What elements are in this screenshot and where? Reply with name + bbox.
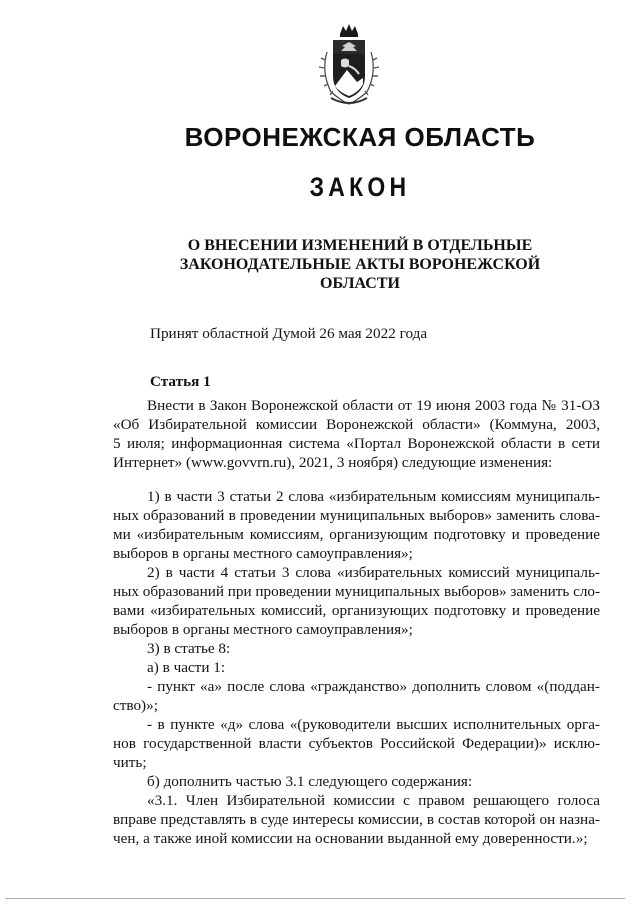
- law-title: [160, 236, 560, 293]
- paragraph-line: ных образований при проведении муниципальных выборов» заменить сло-: [113, 583, 600, 600]
- paragraph-line: ных образований в проведении муниципальных выборов» заменить слова-: [113, 507, 600, 524]
- paragraph-line: - пункт «а» после слова «гражданство» дополнить словом «(поддан-: [147, 678, 600, 695]
- paragraph-line: - в пункте «д» слова «(руководители высших исполнительных орга-: [147, 716, 600, 733]
- article-heading: Статья 1: [150, 373, 211, 390]
- paragraph-line: 1) в части 3 статьи 2 слова «избирательным комиссиям муниципаль-: [147, 488, 600, 505]
- paragraph-line: «3.1. Член Избирательной комиссии с правом решающего голоса: [147, 792, 600, 809]
- paragraph-line: вами «избирательных комиссий, организующих подготовку и проведение: [113, 602, 600, 619]
- paragraph-line: а) в части 1:: [147, 659, 226, 676]
- adoption-date: Принят областной Думой 26 мая 2022 года: [150, 325, 428, 342]
- paragraph-line: 2) в части 4 статьи 3 слова «избирательных комиссий муниципаль-: [147, 564, 600, 581]
- scan-edge-line: [5, 898, 625, 899]
- law-title-line: О ВНЕСЕНИИ ИЗМЕНЕНИЙ В ОТДЕЛЬНЫЕ: [187, 237, 533, 254]
- paragraph-line: ство)»;: [113, 697, 158, 714]
- paragraph-line: выборов в органы местного самоуправления»;: [113, 545, 413, 562]
- paragraph-line: чен, а также иной комиссии на основании выданной ему доверенности.»;: [113, 830, 588, 847]
- paragraph-line: чить;: [113, 754, 147, 771]
- law-title-line: ЗАКОНОДАТЕЛЬНЫЕ АКТЫ ВОРОНЕЖСКОЙ: [179, 256, 541, 273]
- law-title-line: ОБЛАСТИ: [320, 275, 400, 292]
- paragraph-line: Интернет» (www.govvrn.ru), 2021, 3 ноября) следующие изменения:: [113, 454, 553, 471]
- coat-of-arms-icon: [313, 22, 385, 108]
- paragraph-line: вправе представлять в суде интересы комиссии, в состав которой он назна-: [113, 811, 600, 828]
- document-type-heading: ЗАКОН: [309, 172, 411, 202]
- paragraph-line: Внести в Закон Воронежской области от 19 июня 2003 года № 31-ОЗ: [147, 397, 600, 414]
- paragraph-line: нов государственной власти субъектов Российской Федерации)» исклю-: [113, 735, 600, 752]
- paragraph-line: б) дополнить частью 3.1 следующего содержания:: [147, 773, 473, 790]
- paragraph-line: 3) в статье 8:: [147, 640, 231, 657]
- region-heading: ВОРОНЕЖСКАЯ ОБЛАСТЬ: [184, 122, 536, 152]
- paragraph-line: 5 июля; информационная система «Портал Воронежской области в сети: [113, 435, 600, 452]
- paragraph-line: ми «избирательным комиссиям, организующим подготовку и проведение: [113, 526, 600, 543]
- paragraph-line: «Об Избирательной комиссии Воронежской области» (Коммуна, 2003,: [113, 416, 600, 433]
- paragraph-line: выборов в органы местного самоуправления»;: [113, 621, 413, 638]
